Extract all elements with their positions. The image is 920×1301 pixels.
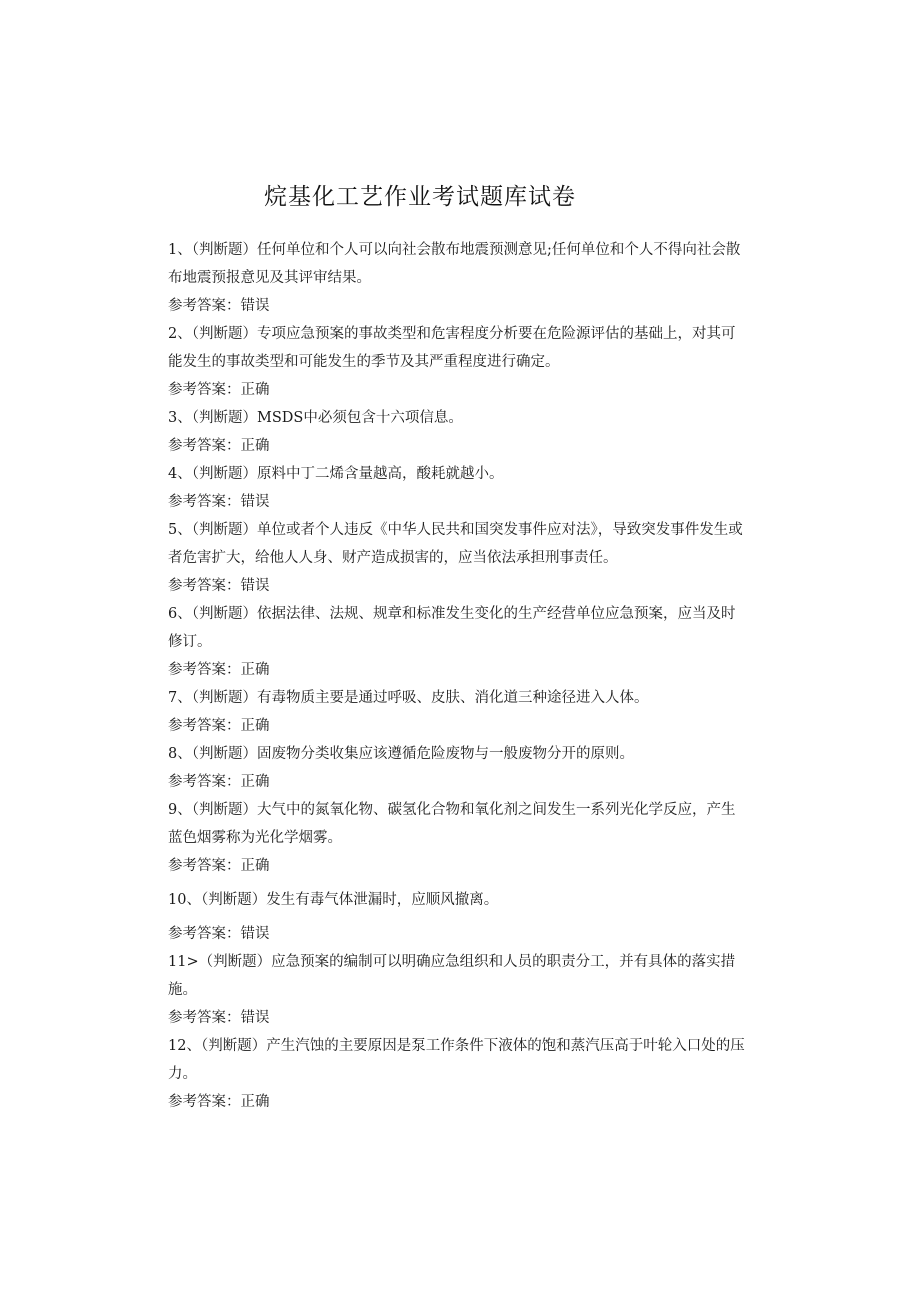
question-item — [168, 948, 748, 1032]
question-item — [168, 236, 748, 320]
question-item — [168, 404, 748, 460]
question-text: 2、（判断题）专项应急预案的事故类型和危害程度分析要在危险源评估的基础上，对其可能发生的事故类型和可能发生的季节及其严重程度进行确定。 — [168, 326, 736, 370]
question-text: 1、（判断题）任何单位和个人可以向社会散布地震预测意见;任何单位和个人不得向社会散布地震预报意见及其评审结果。 — [168, 242, 741, 286]
answer-text: 参考答案：正确 — [168, 438, 270, 454]
question-text: 10、（判断题）发生有毒气体泄漏时，应顺风撤离。 — [168, 892, 499, 908]
answer-text: 参考答案：错误 — [168, 926, 270, 942]
answer-text: 参考答案：错误 — [168, 1010, 270, 1026]
question-text: 6、（判断题）依据法律、法规、规章和标准发生变化的生产经营单位应急预案，应当及时修订。 — [168, 606, 736, 650]
question-item — [168, 740, 748, 796]
question-text: 3、（判断题）MSDS中必须包含十六项信息。 — [168, 410, 463, 426]
answer-text: 参考答案：错误 — [168, 494, 270, 510]
answer-text: 参考答案：错误 — [168, 578, 270, 594]
question-text: 4、（判断题）原料中丁二烯含量越高，酸耗就越小。 — [168, 466, 504, 482]
answer-text: 参考答案：正确 — [168, 382, 270, 398]
answer-text: 参考答案：正确 — [168, 774, 270, 790]
question-text: 12、（判断题）产生汽蚀的主要原因是泵工作条件下液体的饱和蒸汽压高于叶轮入口处的压力。 — [168, 1038, 745, 1082]
question-item — [168, 460, 748, 516]
document-title: 烷基化工艺作业考试题库试卷 — [264, 184, 576, 210]
question-list — [168, 236, 748, 1116]
answer-text: 参考答案：正确 — [168, 858, 270, 874]
question-text: 8、（判断题）固废物分类收集应该遵循危险废物与一般废物分开的原则。 — [168, 746, 634, 762]
question-text: 5、（判断题）单位或者个人违反《中华人民共和国突发事件应对法》，导致突发事件发生或者危害扩大，给他人人身、财产造成损害的，应当依法承担刑事责任。 — [168, 522, 743, 566]
question-item — [168, 886, 748, 948]
question-text: 7、（判断题）有毒物质主要是通过呼吸、皮肤、消化道三种途径进入人体。 — [168, 690, 649, 706]
answer-text: 参考答案：正确 — [168, 1094, 270, 1110]
answer-text: 参考答案：正确 — [168, 718, 270, 734]
question-item — [168, 600, 748, 684]
answer-text: 参考答案：正确 — [168, 662, 270, 678]
question-text: 11>（判断题）应急预案的编制可以明确应急组织和人员的职责分工，并有具体的落实措施。 — [168, 954, 736, 998]
question-item — [168, 684, 748, 740]
question-item — [168, 516, 748, 600]
question-item — [168, 320, 748, 404]
question-text: 9、（判断题）大气中的氮氧化物、碳氢化合物和氧化剂之间发生一系列光化学反应，产生蓝色烟雾称为光化学烟雾。 — [168, 802, 736, 846]
question-item — [168, 1032, 748, 1116]
answer-text: 参考答案：错误 — [168, 298, 270, 314]
question-item — [168, 796, 748, 880]
